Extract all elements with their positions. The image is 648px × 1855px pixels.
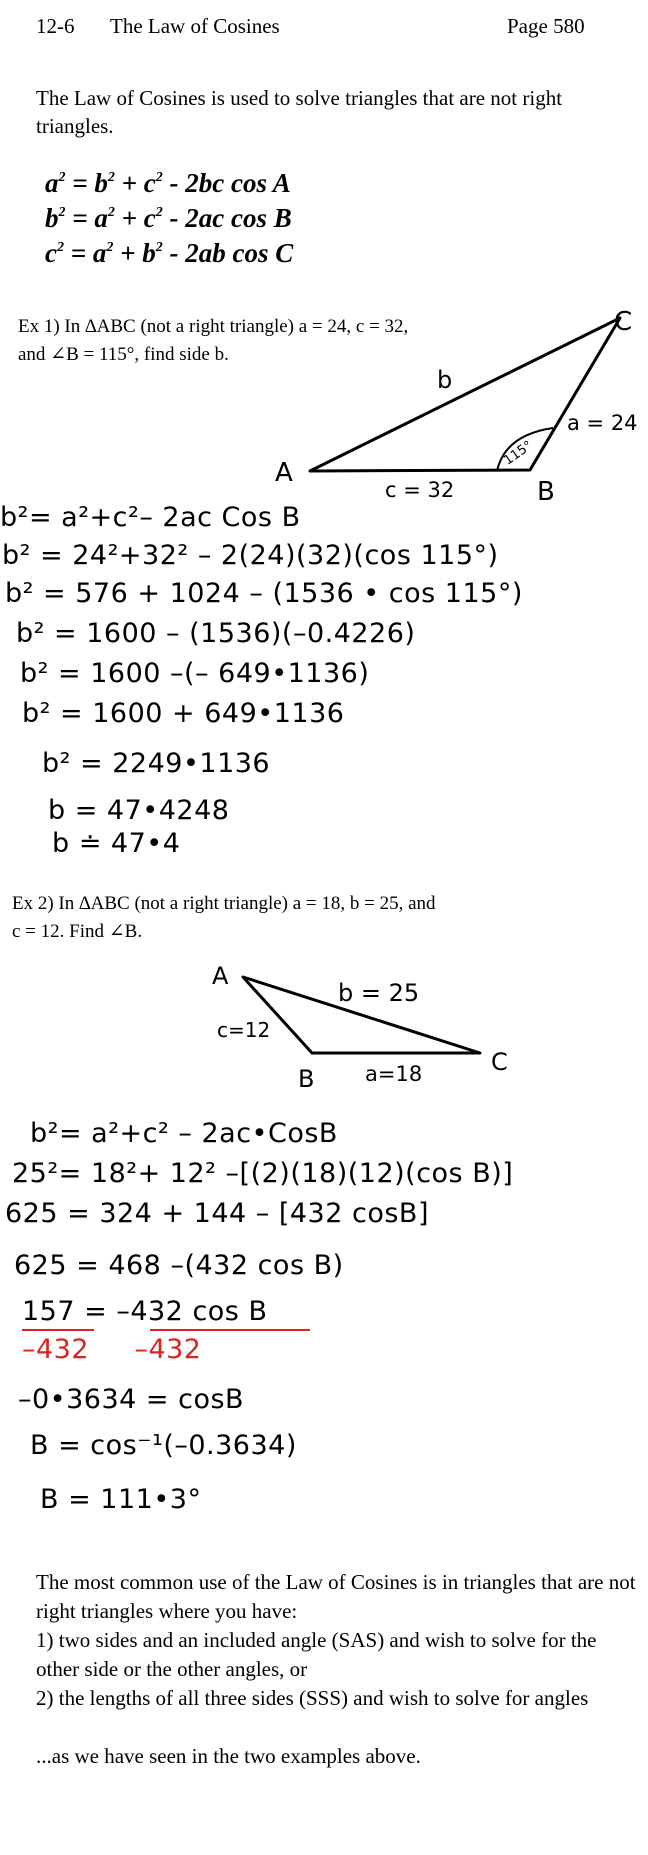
ex1-side-b-label: b	[437, 366, 453, 394]
ex2-vertex-a: A	[212, 962, 229, 990]
ex2-step-1: b²= a²+c² – 2ac•CosB	[30, 1118, 338, 1149]
ex1-step-2: b² = 24²+32² – 2(24)(32)(cos 115°)	[2, 540, 499, 571]
ex2-fraction-bar-right	[150, 1329, 310, 1331]
summary-block	[36, 1568, 636, 1771]
page-number: Page 580	[507, 14, 585, 38]
ex1-vertex-a: A	[275, 458, 293, 488]
ex2-step-5: 157 = –432 cos B	[22, 1296, 268, 1327]
ex1-step-1: b²= a²+c²– 2ac Cos B	[0, 502, 301, 533]
ex1-step-5: b² = 1600 –(– 649•1136)	[20, 658, 370, 689]
summary-item-sas: 1) two sides and an included angle (SAS) and wish to solve for the other side or the other angles, or	[36, 1628, 597, 1681]
summary-para: The most common use of the Law of Cosines is in triangles that are not right triangles where you have:	[36, 1570, 636, 1623]
intro-text: The Law of Cosines is used to solve triangles that are not right triangles.	[36, 86, 563, 138]
ex2-step-3: 625 = 324 + 144 – [432 cosB]	[5, 1198, 429, 1229]
ex2-fraction-bar-left	[22, 1329, 94, 1331]
ex2-problem-line1: Ex 2) In ∆ABC (not a right triangle) a = 18, b = 25, and	[12, 893, 436, 914]
ex2-step-9: B = 111•3°	[40, 1484, 202, 1515]
ex1-step-9: b ≐ 47•4	[52, 828, 181, 859]
ex1-step-4: b² = 1600 – (1536)(–0.4226)	[16, 618, 416, 649]
ex1-side-c-label: c = 32	[385, 478, 455, 502]
ex1-triangle	[310, 318, 620, 471]
ex2-step-8: B = cos⁻¹(–0.3634)	[30, 1430, 297, 1461]
ex1-problem-line2: and ∠B = 115°, find side b.	[18, 344, 229, 365]
ex2-problem-line2: c = 12. Find ∠B.	[12, 921, 143, 942]
ex1-step-8: b = 47•4248	[48, 795, 230, 826]
ex1-problem-line1: Ex 1) In ∆ABC (not a right triangle) a = 24, c = 32,	[18, 316, 409, 337]
summary-item-sss: 2) the lengths of all three sides (SSS) and wish to solve for angles	[36, 1686, 589, 1710]
ex2-vertex-b: B	[298, 1065, 315, 1093]
ex2-vertex-c: C	[491, 1048, 508, 1076]
ex1-vertex-b: B	[537, 477, 555, 507]
ex2-side-b-label: b = 25	[338, 979, 420, 1007]
ex2-step-6-divisors: –432 –432	[22, 1334, 202, 1365]
ex1-angle-label: 115°	[501, 438, 536, 469]
ex1-vertex-c: C	[614, 307, 633, 337]
ex2-step-2: 25²= 18²+ 12² –[(2)(18)(12)(cos B)]	[12, 1158, 514, 1189]
ex1-step-3: b² = 576 + 1024 – (1536 • cos 115°)	[5, 578, 523, 609]
summary-closing: ...as we have seen in the two examples above.	[36, 1744, 421, 1768]
page-title: The Law of Cosines	[110, 14, 280, 38]
ex1-step-7: b² = 2249•1136	[42, 748, 271, 779]
ex2-step-4: 625 = 468 –(432 cos B)	[14, 1250, 344, 1281]
ex2-step-7: –0•3634 = cosB	[18, 1384, 245, 1415]
ex2-side-a-label: a=18	[365, 1062, 423, 1086]
formula-a: $a^2 = b^2 + c^2 - 2bc$ cos A	[45, 168, 291, 198]
ex2-triangle-diagram	[0, 950, 648, 1100]
formula-c: $c^2 = a^2 + b^2 - 2ab$ cos C	[45, 238, 294, 268]
section-number: 12-6	[36, 14, 75, 38]
ex1-step-6: b² = 1600 + 649•1136	[22, 698, 345, 729]
formula-b: $b^2 = a^2 + c^2 - 2ac$ cos B	[45, 203, 292, 233]
ex1-triangle-diagram	[0, 0, 648, 520]
ex2-side-c-label: c=12	[217, 1018, 271, 1042]
ex1-side-a-label: a = 24	[567, 411, 638, 435]
